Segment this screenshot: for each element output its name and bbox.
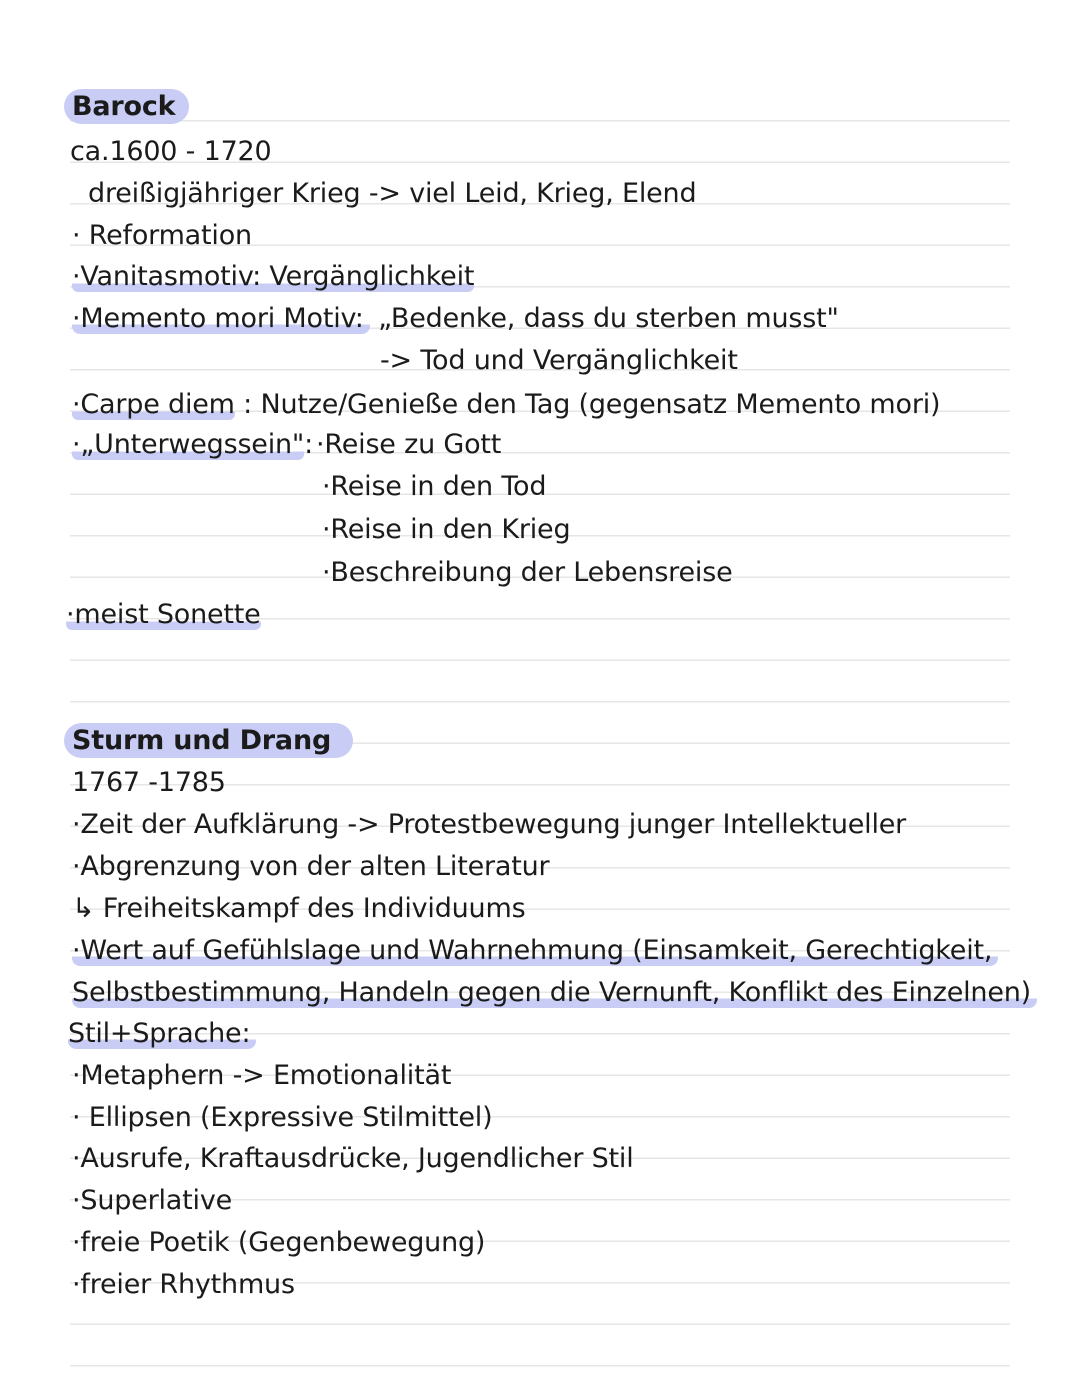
carpe-text: : Nutze/Genieße den Tag (gegensatz Memento mori) <box>234 389 941 420</box>
memento-label: ·Memento mori Motiv: <box>72 303 370 334</box>
sturm-wert-line-2: Selbstbestimmung, Handeln gegen die Vernunft, Konflikt des Einzelnen) <box>72 976 1037 1010</box>
sturm-wert-line-1: ·Wert auf Gefühlslage und Wahrnehmung (Einsamkeit, Gerechtigkeit, <box>72 934 998 968</box>
barock-sonette: ·meist Sonette <box>66 599 261 630</box>
sturm-aufklaerung: ·Zeit der Aufklärung -> Protestbewegung junger Intellektueller <box>72 809 907 840</box>
stil-item: ·freier Rhythmus <box>72 1269 295 1300</box>
sturm-period: 1767 -1785 <box>72 767 226 798</box>
unterwegs-item: ·Reise in den Krieg <box>322 514 571 545</box>
barock-carpe <box>72 388 940 422</box>
barock-period: ca.1600 - 1720 <box>70 136 272 167</box>
sturm-heading: Sturm und Drang <box>64 724 353 758</box>
stil-heading: Stil+Sprache: <box>68 1017 256 1051</box>
stil-item: ·freie Poetik (Gegenbewegung) <box>72 1227 486 1258</box>
barock-memento-arrow: -> Tod und Vergänglichkeit <box>380 345 738 376</box>
stil-item: ·Ausrufe, Kraftausdrücke, Jugendlicher Stil <box>72 1143 634 1174</box>
stil-item: ·Superlative <box>72 1185 233 1216</box>
barock-memento <box>72 302 839 336</box>
barock-heading: Barock <box>64 90 189 124</box>
stil-item: ·Metaphern -> Emotionalität <box>72 1060 452 1091</box>
barock-unterwegs: ·„Unterwegssein": <box>72 429 314 460</box>
sturm-abgrenzung: ·Abgrenzung von der alten Literatur <box>72 851 550 882</box>
unterwegs-item: ·Reise in den Tod <box>322 471 547 502</box>
barock-vanitas: ·Vanitasmotiv: Vergänglichkeit <box>72 261 475 292</box>
sturm-freiheit: ↳ Freiheitskampf des Individuums <box>72 893 526 924</box>
barock-krieg-line: dreißigjähriger Krieg -> viel Leid, Krieg, Elend <box>88 178 697 209</box>
unterwegs-item: ·Reise zu Gott <box>316 429 502 460</box>
unterwegs-label: ·„Unterwegssein" <box>72 429 305 460</box>
carpe-label: ·Carpe diem <box>72 389 235 420</box>
stil-item: · Ellipsen (Expressive Stilmittel) <box>72 1102 493 1133</box>
memento-text: „Bedenke, dass du sterben musst" <box>369 303 839 334</box>
unterwegs-item: ·Beschreibung der Lebensreise <box>322 557 733 588</box>
barock-reformation: · Reformation <box>72 220 252 251</box>
